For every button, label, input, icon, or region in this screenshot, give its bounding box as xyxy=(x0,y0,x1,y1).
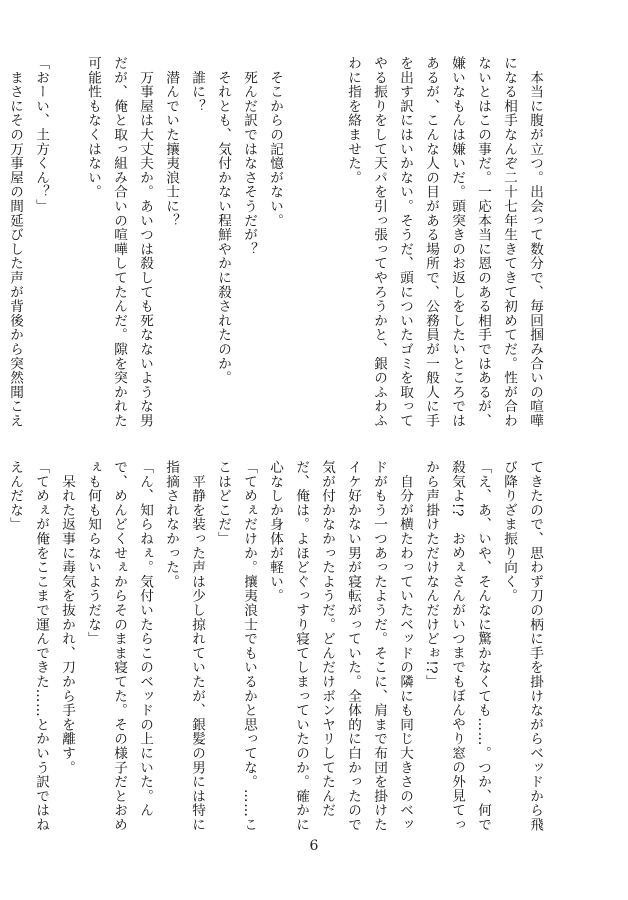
upper-text-block xyxy=(2,56,548,428)
text-line: 本当に腹が立つ。出会って数分で、毎回掴み合いの喧嘩 xyxy=(527,56,543,428)
text-line: だが、俺と取っ組み合いの喧嘩してたんだ。隙を突かれた xyxy=(111,56,127,428)
text-line: そこからの記憶がない。 xyxy=(267,56,283,228)
text-line: あるが、こんな人の目がある場所で、公務員が一般人に手 xyxy=(423,56,439,428)
text-line: てきたので、思わず刀の柄に手を掛けながらベッドから飛 xyxy=(527,460,543,832)
text-line: 潜んでいた攘夷浪士に？ xyxy=(163,56,179,228)
text-line: 嫌いなもんは嫌いだ。頭突きのお返しをしたいところでは xyxy=(449,56,465,428)
text-line: 誰に？ xyxy=(189,56,205,114)
text-line: だ、俺は。よほどぐっすり寝てしまっていたのか。確かに xyxy=(293,460,309,832)
text-line: 死んだ訳ではなさそうだが？ xyxy=(241,56,257,257)
text-line: えんだな」 xyxy=(7,460,23,532)
text-line: ないとはこの事だ。一応本当に恩のある相手ではあるが、 xyxy=(475,56,491,428)
text-line: 指摘されなかった。 xyxy=(163,460,179,589)
text-line: ドがもう一つあったようだ。そこに、肩まで布団を掛けた xyxy=(371,460,387,832)
page-number: 6 xyxy=(309,838,319,854)
text-line: 「てめぇだけか。攘夷浪士でもいるかと思ってな。……こ xyxy=(241,460,257,832)
text-line: イケ好かない男が寝転がっていた。全体的に白かったので xyxy=(345,460,361,832)
text-line: やる振りをして天パを引っ張ってやろうかと、銀のふわふ xyxy=(371,56,387,428)
text-line: こはどこだ」 xyxy=(215,460,231,546)
text-line: わに指を絡ませた。 xyxy=(345,56,361,185)
text-line: 「ん、知らねぇ。気付いたらこのベッドの上にいた。ん xyxy=(137,460,153,818)
text-line: を出す訳にはいかない。そうだ、頭についたゴミを取って xyxy=(397,56,413,428)
text-line: ぇも何も知らないようだな」 xyxy=(85,460,101,646)
text-line: から声掛けただけなんだけどぉ!?」 xyxy=(423,460,439,689)
lower-text-block xyxy=(0,460,548,832)
text-line: 万事屋は大丈夫か。あいつは殺しても死なないような男 xyxy=(137,56,153,428)
text-line: 気が付かなかったようだ。どんだけボンヤリしてたんだ xyxy=(319,460,335,818)
text-line: 平静を装った声は少し掠れていたが、銀髪の男には特に xyxy=(189,460,205,832)
text-line: 「おーい、土方くん？」 xyxy=(33,56,49,214)
text-line xyxy=(288,56,314,408)
text-line xyxy=(54,56,80,408)
text-line: 心なしか身体が軽い。 xyxy=(267,460,283,603)
text-line: 自分が横たわっていたベッドの隣にも同じ大きさのベッ xyxy=(397,460,413,832)
text-line: 可能性もなくはない。 xyxy=(85,56,101,199)
text-line: で、めんどくせぇからそのまま寝てた。その様子だとおめ xyxy=(111,460,127,832)
text-line: び降りざま振り向く。 xyxy=(501,460,517,603)
text-line: になる相手なんぞ二十七年生きてきて初めてだ。性が合わ xyxy=(501,56,517,428)
text-line: まさにその万事屋の間延びした声が背後から突然聞こえ xyxy=(7,56,23,428)
text-line xyxy=(314,56,340,408)
text-line: 呆れた返事に毒気を抜かれ、刀から手を離す。 xyxy=(59,460,75,775)
text-line: それとも、気付かない程鮮やかに殺されたのか。 xyxy=(215,56,231,385)
text-line: 「え、あ、いや、そんなに驚かなくても……。つか、何で xyxy=(475,460,491,832)
text-line xyxy=(0,460,2,812)
text-line: 殺気よ!? おめぇさんがいつまでもぼんやり窓の外見てっ xyxy=(449,460,465,832)
text-line: 「てめぇが俺をここまで運んできた……とかいう訳ではね xyxy=(33,460,49,832)
